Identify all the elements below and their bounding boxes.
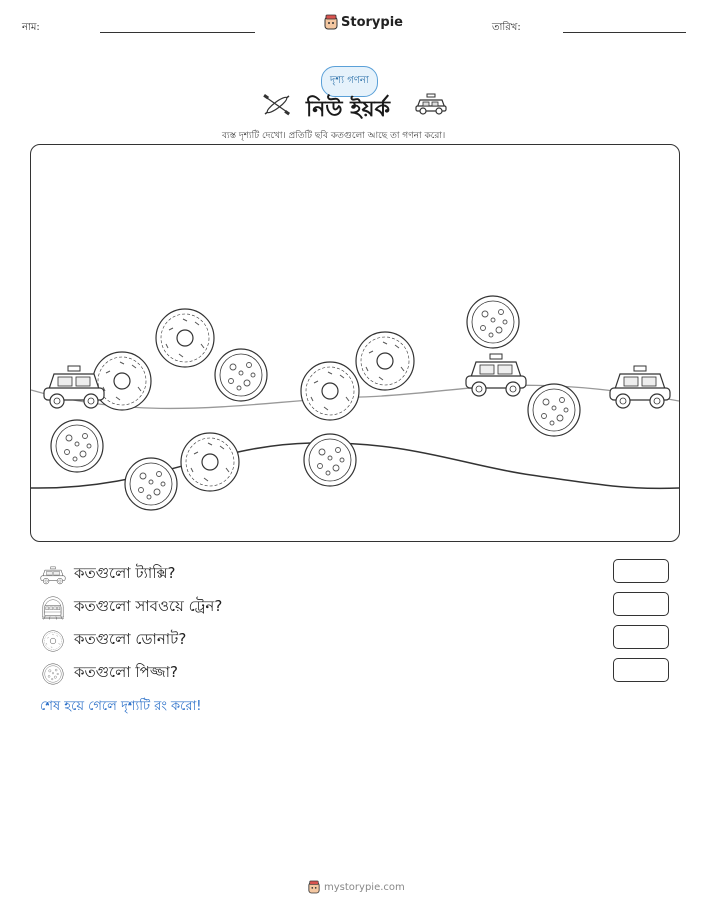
finish-note: শেষ হয়ে গেলে দৃশ্যটি রং করো! bbox=[40, 699, 202, 714]
scene-donut-5 bbox=[156, 309, 214, 367]
question-row-pizza bbox=[40, 657, 670, 690]
scene-drawing bbox=[31, 145, 679, 541]
question-row-subway-train bbox=[40, 591, 670, 624]
scene-pizza-13 bbox=[51, 420, 103, 472]
scene-taxi-18 bbox=[610, 366, 670, 408]
donut-icon bbox=[40, 630, 66, 652]
counting-scene bbox=[30, 144, 680, 542]
date-label: তারিখ: bbox=[492, 22, 521, 33]
worksheet-title: নিউ ইয়র্ক bbox=[306, 97, 391, 122]
footer bbox=[308, 880, 405, 894]
scene-pizza-10 bbox=[215, 349, 267, 401]
taxi-title-icon bbox=[414, 92, 448, 116]
question-list bbox=[40, 558, 670, 690]
mascot-icon bbox=[324, 14, 338, 30]
category-pill: দৃশ্য গণনা bbox=[321, 66, 378, 97]
footer-site: mystorypie.com bbox=[324, 881, 405, 893]
brand-logo bbox=[324, 14, 403, 30]
scene-donut-6 bbox=[93, 352, 151, 410]
question-text: কতগুলো পিজ্জা? bbox=[74, 663, 178, 681]
taxi-icon bbox=[40, 565, 66, 585]
answer-box-donut[interactable] bbox=[613, 625, 669, 649]
question-text: কতগুলো সাবওয়ে ট্রেন? bbox=[74, 597, 223, 615]
scene-pizza-11 bbox=[467, 296, 519, 348]
scene-pizza-12 bbox=[528, 384, 580, 436]
date-line[interactable] bbox=[563, 32, 686, 33]
kayak-icon bbox=[262, 92, 292, 118]
question-text: কতগুলো ডোনাট? bbox=[74, 630, 187, 648]
question-row-donut bbox=[40, 624, 670, 657]
name-line[interactable] bbox=[100, 32, 255, 33]
worksheet-instruction: ব্যস্ত দৃশ্যটি দেখো। প্রতিটি ছবি কতগুলো আছে তা গণনা করো। bbox=[222, 131, 446, 141]
scene-donut-9 bbox=[181, 433, 239, 491]
scene-donut-7 bbox=[301, 362, 359, 420]
answer-box-taxi[interactable] bbox=[613, 559, 669, 583]
name-label: নাম: bbox=[22, 22, 40, 33]
scene-pizza-14 bbox=[125, 458, 177, 510]
subway-train-icon bbox=[40, 596, 66, 620]
pizza-icon bbox=[40, 663, 66, 685]
scene-donut-8 bbox=[356, 332, 414, 390]
brand-name: Storypie bbox=[341, 14, 403, 30]
answer-box-subway-train[interactable] bbox=[613, 592, 669, 616]
footer-mascot-icon bbox=[308, 880, 320, 894]
scene-taxi-17 bbox=[466, 354, 526, 396]
answer-box-pizza[interactable] bbox=[613, 658, 669, 682]
question-row-taxi bbox=[40, 558, 670, 591]
scene-pizza-15 bbox=[304, 434, 356, 486]
question-text: কতগুলো ট্যাক্সি? bbox=[74, 564, 176, 582]
